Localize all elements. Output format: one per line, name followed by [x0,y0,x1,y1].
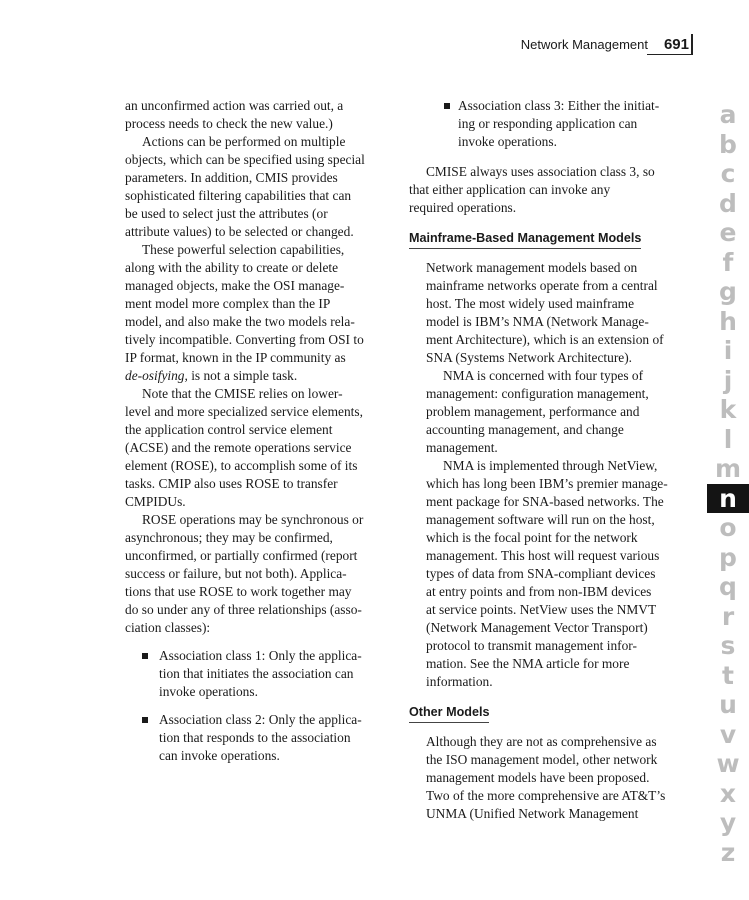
thumb-tab-g: g [719,277,737,306]
text-line: model is IBM’s NMA (Network Manage- [426,314,649,329]
text-line: level and more specialized service elements, [125,404,363,419]
bullet-line: invoke operations. [458,134,557,149]
text-line: model, and also make the two models rela- [125,314,355,329]
text-line: Note that the CMISE relies on lower- [142,386,343,401]
text-line: IP format, known in the IP community as [125,350,346,365]
bullet-line: invoke operations. [159,684,258,699]
text-line: accounting management, and change [426,422,624,437]
text-line: the application control service element [125,422,333,437]
italic-term: de-osifying, [125,368,188,383]
thumb-tab-e: e [719,218,737,247]
thumb-tab-u: u [719,690,737,719]
text-line: mation. See the NMA article for more [426,656,630,671]
bullet-line: tion that responds to the association [159,730,351,745]
text-line: ment Architecture), which is an extension of [426,332,664,347]
thumb-tab-z: z [720,837,736,867]
header-rule-vertical [691,34,693,55]
mainframe-section-text [409,259,694,691]
thumb-tab-m: m [714,454,742,483]
text-line: which is the focal point for the network [426,530,638,545]
thumb-tab-a: a [719,100,737,129]
bullet-item [409,97,694,151]
text-line: mainframe networks operate from a central [426,278,658,293]
thumb-tab-j: j [723,365,733,395]
text-line: Actions can be performed on multiple [142,134,346,149]
bullet-line: tion that initiates the association can [159,666,354,681]
text-line: host. The most widely used mainframe [426,296,635,311]
thumb-tab-f: f [722,247,734,277]
text-line: tasks. CMIP also uses ROSE to transfer [125,476,338,491]
square-bullet-icon [142,653,148,659]
text-line: process needs to check the new value.) [125,116,333,131]
text-line: ciation classes): [125,620,211,635]
thumb-tab-r: r [721,601,735,631]
header-rule-horizontal [647,54,693,55]
text-line: managed objects, make the OSI manage- [125,278,345,293]
association-class-paragraph [409,163,694,217]
other-models-text [409,733,694,823]
text-line: ment package for SNA-based networks. The [426,494,664,509]
text-line: (Network Management Vector Transport) [426,620,648,635]
text-line: (ACSE) and the remote operations service [125,440,352,455]
text-line: ROSE operations may be synchronous or [142,512,364,527]
text-line: management. This host will request various [426,548,660,563]
bullet-line: Association class 1: Only the applica- [159,648,362,663]
thumb-tab-b: b [719,129,737,159]
thumb-tab-h: h [719,306,737,336]
bullet-line: ing or responding application can [458,116,638,131]
text-line: NMA is concerned with four types of [443,368,644,383]
text-line: problem management, performance and [426,404,640,419]
text-line: at entry points and from non-IBM devices [426,584,652,599]
text-line: CMPIDUs. [125,494,186,509]
text-line: along with the ability to create or delete [125,260,339,275]
thumb-tab-o: o [719,513,737,542]
text-line: ment model more complex than the IP [125,296,331,311]
text-line: SNA (Systems Network Architecture). [426,350,633,365]
thumb-tab-c: c [720,159,736,188]
thumb-tab-x: x [719,778,737,808]
text-line: element (ROSE), to accomplish some of its [125,458,358,473]
left-body-text [125,97,395,637]
text-line: Two of the more comprehensive are AT&T’s [426,788,666,803]
bullet-line: can invoke operations. [159,748,280,763]
thumb-tab-q: q [719,572,737,601]
thumb-tab-y: y [719,808,737,837]
left-bullet-list [125,647,395,765]
text-line: management. [426,440,498,455]
text-line: unconfirmed, or partially confirmed (report [125,548,358,563]
text-line: management models have been proposed. [426,770,650,785]
text-line: information. [426,674,493,689]
text-line: tively incompatible. Converting from OSI to [125,332,364,347]
alphabet-thumb-index [707,100,749,867]
thumb-tab-p: p [719,542,737,572]
thumb-tab-k: k [719,395,737,424]
bullet-item [125,647,395,701]
thumb-tab-n: n [707,484,749,514]
text-line: UNMA (Unified Network Management [426,806,639,821]
bullet-item [125,711,395,765]
thumb-tab-w: w [716,749,740,778]
text-line [125,367,395,385]
text-line: tions that use ROSE to work together may [125,584,352,599]
text-line: success or failure, but not both). Applica- [125,566,347,581]
text-line: Although they are not as comprehensive as [426,734,657,749]
square-bullet-icon [444,103,450,109]
heading-mainframe-models: Mainframe-Based Management Models [409,229,641,249]
text-line: CMISE always uses association class 3, so [426,164,655,179]
bullet-line: Association class 3: Either the initiat- [458,98,660,113]
text-line: required operations. [409,200,517,215]
text-line: management software will run on the host, [426,512,655,527]
text-line: sophisticated filtering capabilities that can [125,188,352,203]
text-line: management: configuration management, [426,386,649,401]
thumb-tab-i: i [723,336,733,365]
other-heading-wrap [409,703,694,723]
running-header [521,33,693,55]
text-line: objects, which can be specified using special [125,152,365,167]
right-bullet-list [409,97,694,151]
text-line: types of data from SNA-compliant devices [426,566,656,581]
text-line: Network management models based on [426,260,638,275]
text-line: the ISO management model, other network [426,752,658,767]
text-line: NMA is implemented through NetView, [443,458,658,473]
thumb-tab-t: t [722,660,734,690]
square-bullet-icon [142,717,148,723]
text-line: do so under any of three relationships (asso- [125,602,362,617]
thumb-tab-d: d [719,188,737,218]
text-line: be used to select just the attributes (or [125,206,328,221]
thumb-tab-l: l [723,424,733,454]
text-line: at service points. NetView uses the NMVT [426,602,657,617]
text-fragment: is not a simple task. [187,368,298,383]
mainframe-heading-wrap [409,229,694,249]
text-line: parameters. In addition, CMIS provides [125,170,338,185]
left-column [125,97,395,765]
text-line: protocol to transmit management infor- [426,638,637,653]
bullet-line: Association class 2: Only the applica- [159,712,362,727]
page-number: 691 [663,36,689,53]
heading-other-models: Other Models [409,703,489,723]
text-line: that either application can invoke any [409,182,611,197]
text-line: asynchronous; they may be confirmed, [125,530,333,545]
thumb-tab-s: s [720,631,736,660]
right-column [409,97,694,823]
text-line: an unconfirmed action was carried out, a [125,98,344,113]
text-line: attribute values) to be selected or changed. [125,224,354,239]
section-title: Network Management [520,37,648,52]
thumb-tab-v: v [719,719,737,749]
text-line: which has long been IBM’s premier manage- [426,476,668,491]
text-line: These powerful selection capabilities, [142,242,345,257]
